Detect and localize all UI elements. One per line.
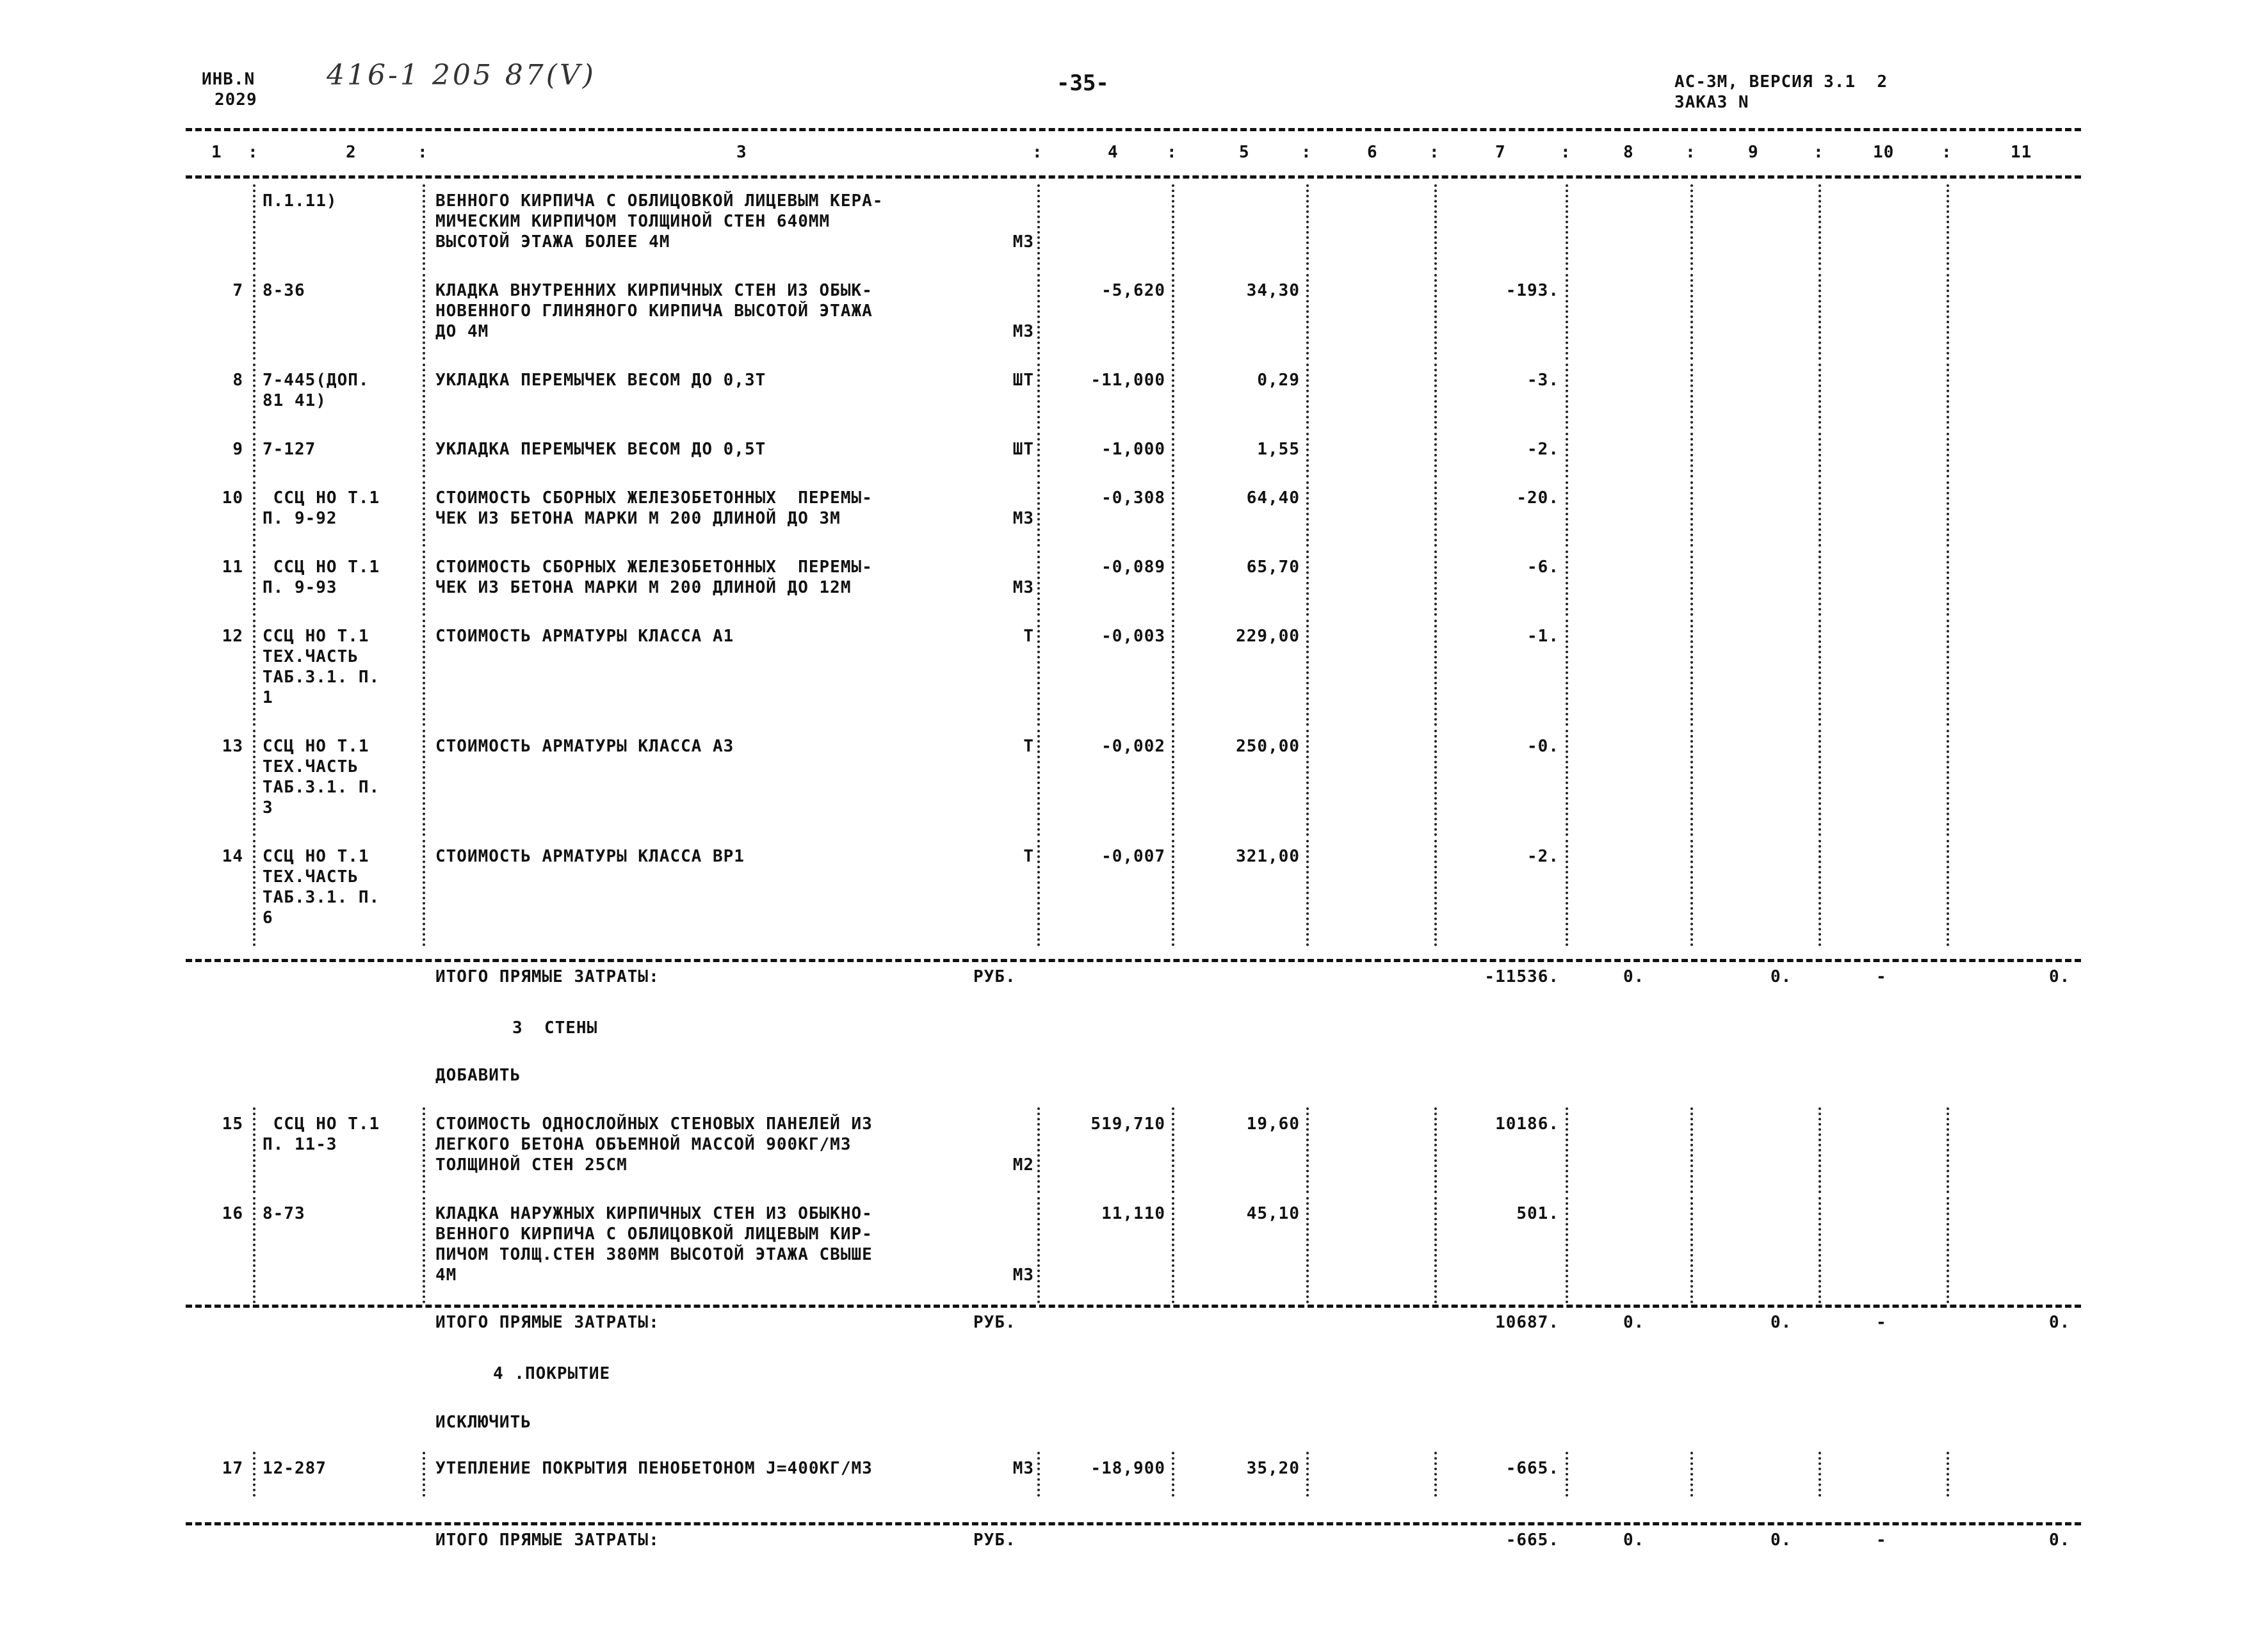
total-cost: 10687. <box>1495 1313 1559 1332</box>
column-divider <box>423 551 425 616</box>
column-divider <box>1306 274 1309 360</box>
total-col-8: 0. <box>1623 1531 1645 1550</box>
column-divider <box>1818 620 1821 726</box>
norm-code: 12-287 <box>263 1459 327 1478</box>
column-divider <box>1037 1107 1040 1193</box>
column-divider <box>1306 184 1309 270</box>
unit-price-value: 34,30 <box>1246 281 1300 300</box>
total-col-9: 0. <box>1770 967 1792 986</box>
norm-code: ССЦ НО Т.1 <box>263 558 380 577</box>
column-divider <box>423 1452 425 1497</box>
column-divider <box>1172 840 1174 946</box>
norm-code: ТАБ.3.1. П. <box>263 668 380 687</box>
norm-code: 8-36 <box>263 281 305 300</box>
column-divider <box>1818 481 1821 547</box>
total-col-11: 0. <box>2049 1313 2071 1332</box>
unit-of-measure: М3 <box>1012 1459 1034 1478</box>
column-divider <box>1434 730 1437 836</box>
column-header-separator: : <box>1813 143 1824 162</box>
column-divider <box>1434 274 1437 360</box>
top-rule <box>186 128 2081 131</box>
column-divider <box>1037 274 1040 360</box>
column-divider <box>1172 274 1174 360</box>
norm-code: П. 9-93 <box>263 578 337 597</box>
total-col-10: - <box>1876 1531 1887 1550</box>
total-cost: -665. <box>1505 1531 1559 1550</box>
total-cost-value: -2. <box>1527 440 1559 459</box>
work-description: ВЕННОГО КИРПИЧА С ОБЛИЦОВКОЙ ЛИЦЕВЫМ КИР- <box>435 1225 873 1244</box>
column-divider <box>1690 551 1693 616</box>
unit-price-value: 250,00 <box>1236 737 1300 756</box>
row-number: 13 <box>222 737 243 756</box>
column-divider <box>1172 551 1174 616</box>
column-divider <box>423 620 425 726</box>
unit-price-value: 19,60 <box>1246 1114 1300 1134</box>
work-description: СТОИМОСТЬ АРМАТУРЫ КЛАССА А3 <box>435 737 734 756</box>
norm-code: 6 <box>263 908 273 928</box>
total-cost-value: -193. <box>1505 281 1559 300</box>
total-col-8: 0. <box>1623 967 1645 986</box>
column-divider <box>1566 551 1568 616</box>
work-description: ТОЛЩИНОЙ СТЕН 25СМ <box>435 1155 628 1175</box>
work-description: ЧЕК ИЗ БЕТОНА МАРКИ М 200 ДЛИНОЙ ДО 12М <box>435 578 852 597</box>
row-number: 9 <box>232 440 243 459</box>
column-divider <box>1172 1452 1174 1497</box>
unit-of-measure: ШТ <box>1012 371 1034 390</box>
column-divider <box>1690 364 1693 429</box>
norm-code: П.1.11) <box>263 191 337 211</box>
total-col-11: 0. <box>2049 1531 2071 1550</box>
total-unit: РУБ. <box>973 1531 1016 1550</box>
work-description: КЛАДКА НАРУЖНЫХ КИРПИЧНЫХ СТЕН ИЗ ОБЫКНО- <box>435 1204 873 1223</box>
column-divider <box>1818 433 1821 478</box>
work-description: ВЫСОТОЙ ЭТАЖА БОЛЕЕ 4М <box>435 232 670 252</box>
column-divider <box>1947 274 1949 360</box>
column-divider <box>1306 551 1309 616</box>
column-divider <box>1947 730 1949 836</box>
column-divider <box>1566 840 1568 946</box>
unit-price-value: 35,20 <box>1246 1459 1300 1478</box>
column-divider <box>1566 274 1568 360</box>
norm-code: ТАБ.3.1. П. <box>263 778 380 797</box>
row-number: 12 <box>222 627 243 646</box>
column-divider <box>253 620 255 726</box>
row-number: 8 <box>232 371 243 390</box>
column-divider <box>1690 184 1693 270</box>
work-description: ВЕННОГО КИРПИЧА С ОБЛИЦОВКОЙ ЛИЦЕВЫМ КЕРА- <box>435 191 884 211</box>
quantity-value: -0,089 <box>1101 558 1165 577</box>
work-description: СТОИМОСТЬ ОДНОСЛОЙНЫХ СТЕНОВЫХ ПАНЕЛЕЙ ИЗ <box>435 1114 873 1134</box>
total-col-9: 0. <box>1770 1531 1792 1550</box>
norm-code: ССЦ НО Т.1 <box>263 737 369 756</box>
unit-price-value: 1,55 <box>1257 440 1300 459</box>
norm-code: 81 41) <box>263 391 327 410</box>
column-header-6: 6 <box>1367 143 1378 162</box>
total-cost-value: -0. <box>1527 737 1559 756</box>
unit-of-measure: М3 <box>1012 509 1034 528</box>
total-cost-value: 501. <box>1516 1204 1559 1223</box>
column-divider <box>1172 184 1174 270</box>
unit-of-measure: М3 <box>1012 322 1034 341</box>
norm-code: ТЕХ.ЧАСТЬ <box>263 867 359 887</box>
column-divider <box>1566 184 1568 270</box>
column-divider <box>423 433 425 478</box>
column-divider <box>1690 1107 1693 1193</box>
section-action: ДОБАВИТЬ <box>435 1066 521 1085</box>
unit-of-measure: М3 <box>1012 578 1034 597</box>
total-cost-value: -2. <box>1527 847 1559 866</box>
column-divider <box>1434 620 1437 726</box>
unit-of-measure: М3 <box>1012 1266 1034 1285</box>
total-cost-value: -1. <box>1527 627 1559 646</box>
total-rule <box>186 1522 2081 1525</box>
unit-price-value: 64,40 <box>1246 488 1300 508</box>
column-header-separator: : <box>1301 143 1312 162</box>
column-divider <box>1306 1107 1309 1193</box>
column-divider <box>253 274 255 360</box>
unit-price-value: 45,10 <box>1246 1204 1300 1223</box>
norm-code: 7-127 <box>263 440 316 459</box>
unit-of-measure: М3 <box>1012 232 1034 252</box>
work-description: ПИЧОМ ТОЛЩ.СТЕН 380ММ ВЫСОТОЙ ЭТАЖА СВЫШЕ <box>435 1245 873 1264</box>
unit-of-measure: М2 <box>1012 1155 1034 1175</box>
work-description: УТЕПЛЕНИЕ ПОКРЫТИЯ ПЕНОБЕТОНОМ J=400КГ/М3 <box>435 1459 873 1478</box>
column-divider <box>1434 1197 1437 1303</box>
column-divider <box>1037 481 1040 547</box>
norm-code: П. 11-3 <box>263 1135 337 1154</box>
column-divider <box>253 840 255 946</box>
column-divider <box>1690 730 1693 836</box>
column-divider <box>253 551 255 616</box>
total-unit: РУБ. <box>973 1313 1016 1332</box>
column-divider <box>1690 620 1693 726</box>
unit-of-measure: Т <box>1023 737 1034 756</box>
column-divider <box>423 364 425 429</box>
column-header-10: 10 <box>1873 143 1895 162</box>
column-header-separator: : <box>1941 143 1952 162</box>
section-title: 3 СТЕНЫ <box>512 1018 598 1038</box>
total-cost-value: -20. <box>1516 488 1559 508</box>
work-description: ЧЕК ИЗ БЕТОНА МАРКИ М 200 ДЛИНОЙ ДО 3М <box>435 509 841 528</box>
column-divider <box>1947 184 1949 270</box>
column-divider <box>1306 481 1309 547</box>
column-divider <box>1037 364 1040 429</box>
handwritten-project-code: 416-1 205 87(V) <box>327 59 596 92</box>
total-label: ИТОГО ПРЯМЫЕ ЗАТРАТЫ: <box>435 1531 660 1550</box>
work-description: МИЧЕСКИМ КИРПИЧОМ ТОЛЩИНОЙ СТЕН 640ММ <box>435 212 830 231</box>
column-divider <box>1566 1197 1568 1303</box>
total-cost: -11536. <box>1484 967 1559 986</box>
norm-code: ТЕХ.ЧАСТЬ <box>263 647 359 666</box>
work-description: НОВЕННОГО ГЛИНЯНОГО КИРПИЧА ВЫСОТОЙ ЭТАЖА <box>435 301 873 321</box>
column-divider <box>1818 274 1821 360</box>
total-col-10: - <box>1876 967 1887 986</box>
column-divider <box>1172 433 1174 478</box>
column-divider <box>1037 840 1040 946</box>
norm-code: ТАБ.3.1. П. <box>263 888 380 907</box>
column-divider <box>1690 1452 1693 1497</box>
column-header-separator: : <box>1429 143 1440 162</box>
unit-of-measure: Т <box>1023 627 1034 646</box>
column-divider <box>1434 481 1437 547</box>
column-divider <box>1818 184 1821 270</box>
column-divider <box>253 1197 255 1303</box>
column-header-4: 4 <box>1108 143 1119 162</box>
column-divider <box>1306 1452 1309 1497</box>
quantity-value: -5,620 <box>1101 281 1165 300</box>
unit-of-measure: ШТ <box>1012 440 1034 459</box>
column-divider <box>1434 840 1437 946</box>
quantity-value: -11,000 <box>1090 371 1165 390</box>
column-divider <box>1434 1107 1437 1193</box>
column-divider <box>1818 551 1821 616</box>
work-description: ЛЕГКОГО БЕТОНА ОБЪЕМНОЙ МАССОЙ 900КГ/М3 <box>435 1135 852 1154</box>
order-number: ЗАКАЗ N <box>1674 93 1749 112</box>
norm-code: 3 <box>263 798 273 817</box>
column-divider <box>253 1107 255 1193</box>
column-divider <box>1947 364 1949 429</box>
column-header-separator: : <box>248 143 259 162</box>
column-divider <box>1172 1107 1174 1193</box>
column-divider <box>423 184 425 270</box>
work-description: СТОИМОСТЬ СБОРНЫХ ЖЕЛЕЗОБЕТОННЫХ ПЕРЕМЫ- <box>435 488 873 508</box>
total-cost-value: -6. <box>1527 558 1559 577</box>
column-divider <box>1566 364 1568 429</box>
column-divider <box>1947 620 1949 726</box>
norm-code: ССЦ НО Т.1 <box>263 1114 380 1134</box>
quantity-value: -0,003 <box>1101 627 1165 646</box>
total-col-10: - <box>1876 1313 1887 1332</box>
unit-price-value: 321,00 <box>1236 847 1300 866</box>
total-col-11: 0. <box>2049 967 2071 986</box>
unit-price-value: 65,70 <box>1246 558 1300 577</box>
column-divider <box>1037 184 1040 270</box>
column-divider <box>253 1452 255 1497</box>
column-divider <box>1172 620 1174 726</box>
column-divider <box>1566 1107 1568 1193</box>
column-divider <box>1690 481 1693 547</box>
column-divider <box>1818 1452 1821 1497</box>
column-divider <box>1566 481 1568 547</box>
total-cost-value: -3. <box>1527 371 1559 390</box>
program-version: АС-3М, ВЕРСИЯ 3.1 2 <box>1674 72 1888 92</box>
row-number: 14 <box>222 847 243 866</box>
column-divider <box>1172 1197 1174 1303</box>
quantity-value: -0,007 <box>1101 847 1165 866</box>
column-header-11: 11 <box>2011 143 2032 162</box>
row-number: 16 <box>222 1204 243 1223</box>
total-unit: РУБ. <box>973 967 1016 986</box>
column-divider <box>1037 620 1040 726</box>
total-label: ИТОГО ПРЯМЫЕ ЗАТРАТЫ: <box>435 1313 660 1332</box>
column-divider <box>253 433 255 478</box>
column-divider <box>1818 364 1821 429</box>
column-divider <box>1172 364 1174 429</box>
column-divider <box>1947 481 1949 547</box>
total-cost-value: 10186. <box>1495 1114 1559 1134</box>
column-divider <box>1818 840 1821 946</box>
column-header-separator: : <box>417 143 428 162</box>
column-divider <box>1306 840 1309 946</box>
work-description: УКЛАДКА ПЕРЕМЫЧЕК ВЕСОМ ДО 0,3Т <box>435 371 766 390</box>
column-divider <box>1690 1197 1693 1303</box>
column-header-5: 5 <box>1239 143 1250 162</box>
column-divider <box>1947 433 1949 478</box>
column-divider <box>1566 730 1568 836</box>
header-rule <box>186 175 2081 179</box>
total-col-9: 0. <box>1770 1313 1792 1332</box>
norm-code: 7-445(ДОП. <box>263 371 369 390</box>
column-divider <box>423 274 425 360</box>
column-divider <box>1947 1197 1949 1303</box>
quantity-value: -0,308 <box>1101 488 1165 508</box>
quantity-value: -0,002 <box>1101 737 1165 756</box>
column-divider <box>1434 551 1437 616</box>
work-description: УКЛАДКА ПЕРЕМЫЧЕК ВЕСОМ ДО 0,5Т <box>435 440 766 459</box>
work-description: СТОИМОСТЬ СБОРНЫХ ЖЕЛЕЗОБЕТОННЫХ ПЕРЕМЫ- <box>435 558 873 577</box>
column-divider <box>423 1197 425 1303</box>
column-divider <box>253 184 255 270</box>
column-divider <box>1434 364 1437 429</box>
row-number: 15 <box>222 1114 243 1134</box>
work-description: КЛАДКА ВНУТРЕННИХ КИРПИЧНЫХ СТЕН ИЗ ОБЫК- <box>435 281 873 300</box>
total-rule <box>186 1305 2081 1308</box>
column-divider <box>1818 1197 1821 1303</box>
inventory-number: 2029 <box>215 90 257 109</box>
unit-price-value: 0,29 <box>1257 371 1300 390</box>
total-label: ИТОГО ПРЯМЫЕ ЗАТРАТЫ: <box>435 967 660 986</box>
column-divider <box>1434 184 1437 270</box>
column-divider <box>253 730 255 836</box>
norm-code: ТЕХ.ЧАСТЬ <box>263 757 359 776</box>
column-header-1: 1 <box>211 143 222 162</box>
column-divider <box>1690 840 1693 946</box>
norm-code: 1 <box>263 688 273 707</box>
column-header-separator: : <box>1560 143 1571 162</box>
column-divider <box>1037 551 1040 616</box>
quantity-value: -18,900 <box>1090 1459 1165 1478</box>
column-divider <box>1306 364 1309 429</box>
column-divider <box>1818 730 1821 836</box>
column-divider <box>423 730 425 836</box>
column-divider <box>1947 551 1949 616</box>
total-cost-value: -665. <box>1505 1459 1559 1478</box>
column-divider <box>1818 1107 1821 1193</box>
column-divider <box>1947 840 1949 946</box>
column-divider <box>1306 730 1309 836</box>
column-divider <box>1037 1452 1040 1497</box>
column-divider <box>423 840 425 946</box>
column-divider <box>253 481 255 547</box>
row-number: 17 <box>222 1459 243 1478</box>
column-divider <box>1690 274 1693 360</box>
column-divider <box>1566 620 1568 726</box>
norm-code: ССЦ НО Т.1 <box>263 627 369 646</box>
norm-code: ССЦ НО Т.1 <box>263 847 369 866</box>
row-number: 7 <box>232 281 243 300</box>
work-description: СТОИМОСТЬ АРМАТУРЫ КЛАССА А1 <box>435 627 734 646</box>
column-divider <box>1434 1452 1437 1497</box>
page-number: -35- <box>1057 70 1109 96</box>
column-header-separator: : <box>1032 143 1043 162</box>
row-number: 10 <box>222 488 243 508</box>
norm-code: ССЦ НО Т.1 <box>263 488 380 508</box>
column-divider <box>1947 1452 1949 1497</box>
column-divider <box>1306 620 1309 726</box>
column-divider <box>1306 433 1309 478</box>
column-header-9: 9 <box>1748 143 1759 162</box>
quantity-value: 519,710 <box>1090 1114 1165 1134</box>
column-divider <box>423 1107 425 1193</box>
column-divider <box>1306 1197 1309 1303</box>
column-header-2: 2 <box>346 143 357 162</box>
column-divider <box>1037 1197 1040 1303</box>
column-header-separator: : <box>1167 143 1178 162</box>
column-header-8: 8 <box>1623 143 1634 162</box>
norm-code: 8-73 <box>263 1204 305 1223</box>
column-divider <box>1690 433 1693 478</box>
quantity-value: -1,000 <box>1101 440 1165 459</box>
section-action: ИСКЛЮЧИТЬ <box>435 1413 531 1432</box>
column-divider <box>1566 433 1568 478</box>
column-header-separator: : <box>1685 143 1696 162</box>
work-description: СТОИМОСТЬ АРМАТУРЫ КЛАССА ВР1 <box>435 847 745 866</box>
row-number: 11 <box>222 558 243 577</box>
column-divider <box>1172 730 1174 836</box>
column-divider <box>253 364 255 429</box>
column-divider <box>423 481 425 547</box>
work-description: ДО 4М <box>435 322 489 341</box>
unit-price-value: 229,00 <box>1236 627 1300 646</box>
column-divider <box>1947 1107 1949 1193</box>
column-divider <box>1172 481 1174 547</box>
total-rule <box>186 959 2081 962</box>
column-divider <box>1434 433 1437 478</box>
section-title: 4 .ПОКРЫТИЕ <box>493 1364 611 1383</box>
norm-code: П. 9-92 <box>263 509 337 528</box>
column-divider <box>1037 730 1040 836</box>
column-header-3: 3 <box>736 143 747 162</box>
total-col-8: 0. <box>1623 1313 1645 1332</box>
column-divider <box>1566 1452 1568 1497</box>
unit-of-measure: Т <box>1023 847 1034 866</box>
column-divider <box>1037 433 1040 478</box>
column-header-7: 7 <box>1495 143 1506 162</box>
work-description: 4М <box>435 1266 457 1285</box>
quantity-value: 11,110 <box>1101 1204 1165 1223</box>
inventory-label: ИНВ.N <box>202 70 255 89</box>
